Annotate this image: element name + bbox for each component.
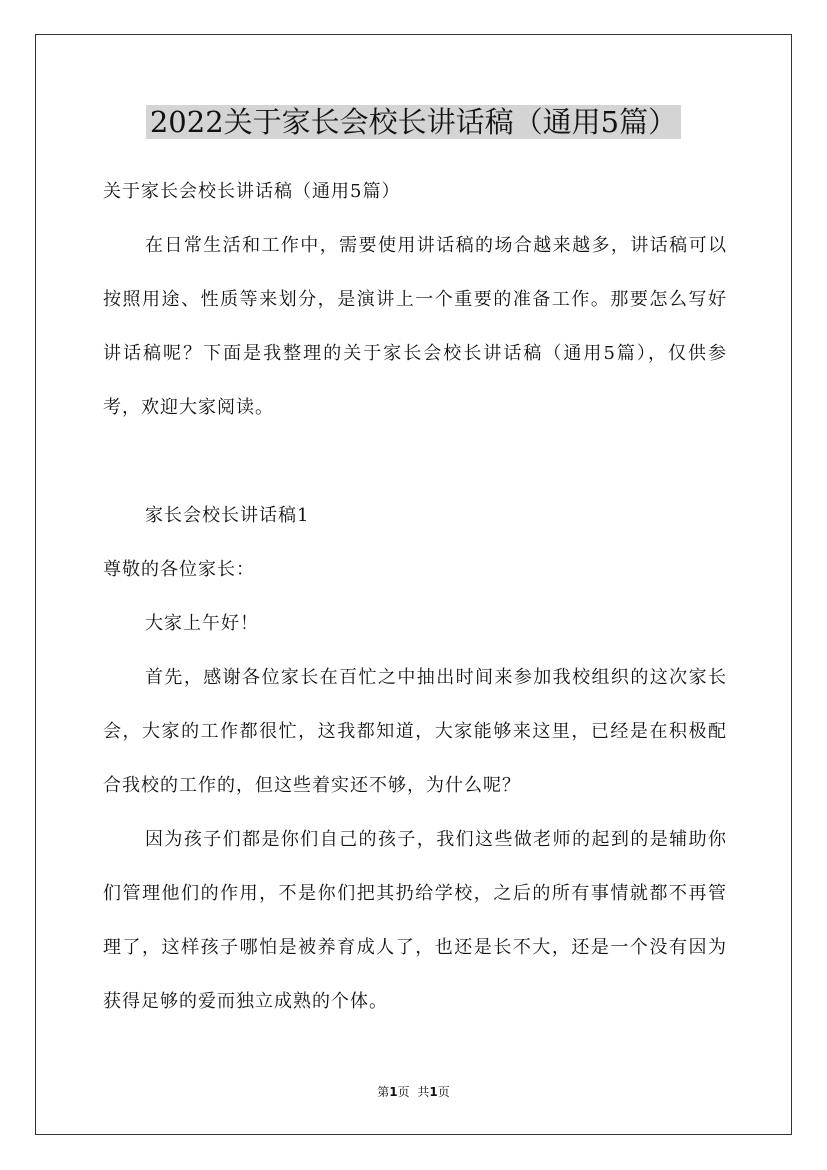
body-paragraph-1: 首先，感谢各位家长在百忙之中抽出时间来参加我校组织的这次家长会，大家的工作都很忙，这我都知道，大家能够来这里，已经是在积极配合我校的工作的，但这些着实还不够，为什么呢？ — [103, 667, 727, 796]
subtitle-line: 关于家长会校长讲话稿（通用5篇） — [103, 181, 401, 202]
page-footer — [0, 1082, 827, 1102]
body-paragraph-2: 因为孩子们都是你们自己的孩子，我们这些做老师的起到的是辅助你们管理他们的作用，不是你们把其扔给学校，之后的所有事情就都不再管理了，这样孩子哪怕是被养育成人了，也还是长不大，还是一个没有因为获得足够的爱而独立成熟的个体。 — [103, 829, 727, 1012]
total-prefix: 共 — [417, 1085, 430, 1099]
page-prefix: 第 — [377, 1085, 390, 1099]
greeting-line: 大家上午好！ — [145, 613, 259, 634]
document-title — [0, 100, 827, 144]
document-body — [103, 165, 727, 1029]
blank-line — [103, 435, 727, 489]
title-text: 2022关于家长会校长讲话稿（通用5篇） — [146, 105, 681, 139]
page-number: 1 — [389, 1085, 398, 1099]
section-heading: 家长会校长讲话稿1 — [145, 505, 310, 526]
total-number: 1 — [429, 1085, 438, 1099]
intro-paragraph: 在日常生活和工作中，需要使用讲话稿的场合越来越多，讲话稿可以按照用途、性质等来划分，是演讲上一个重要的准备工作。那要怎么写好讲话稿呢？下面是我整理的关于家长会校长讲话稿（通用5篇），仅供参考，欢迎大家阅读。 — [103, 235, 727, 418]
page-suffix: 页 — [397, 1085, 410, 1099]
total-suffix: 页 — [437, 1085, 450, 1099]
salutation-line: 尊敬的各位家长： — [103, 559, 255, 580]
